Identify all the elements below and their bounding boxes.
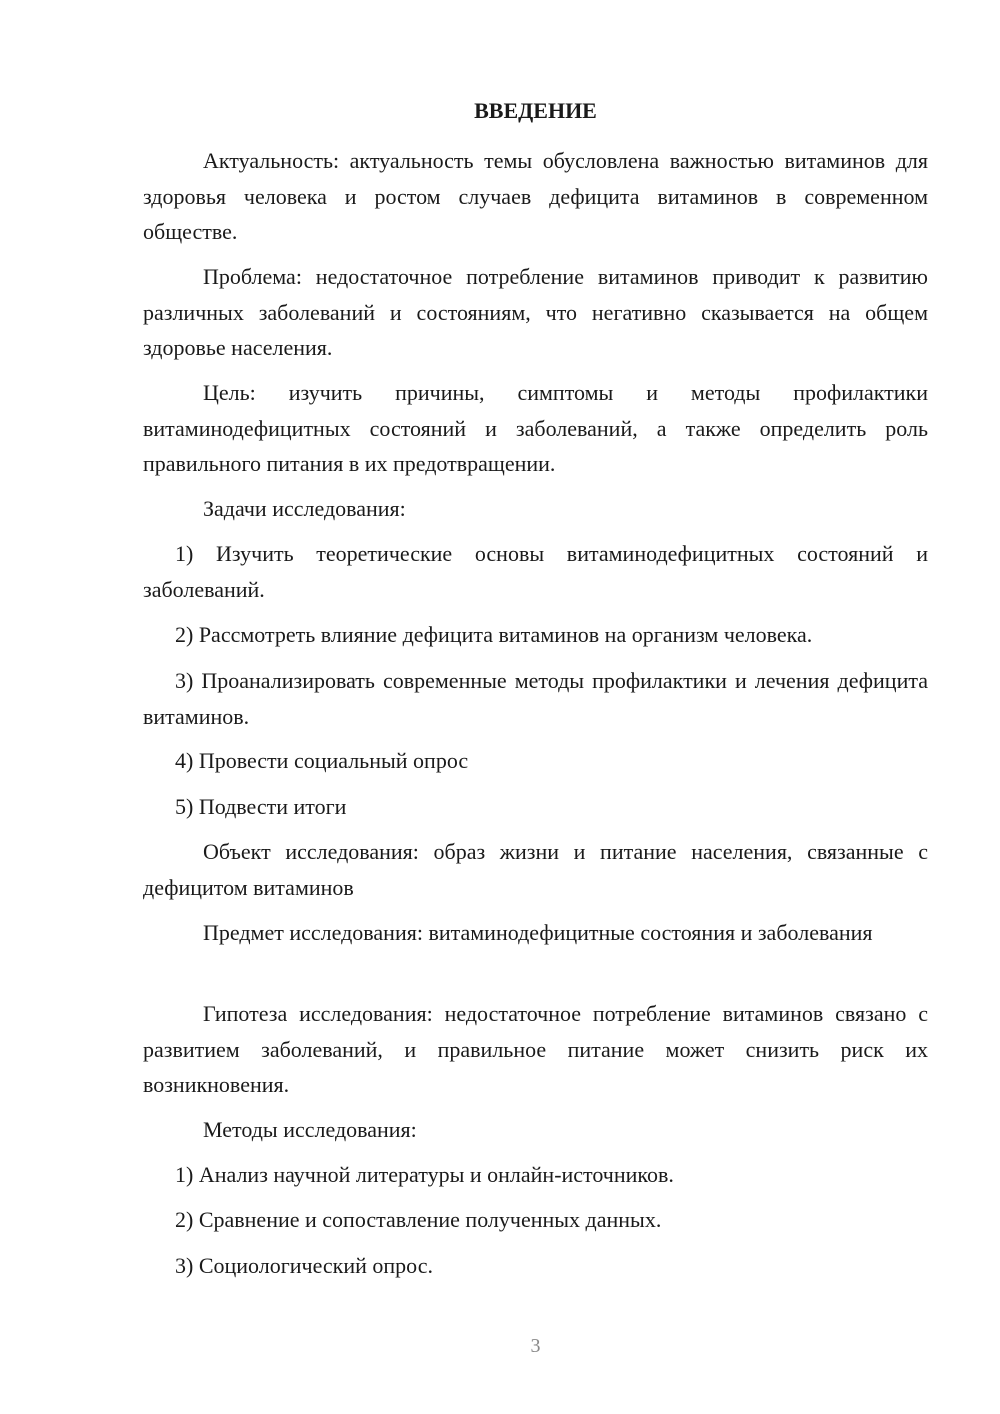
hypothesis-paragraph: Гипотеза исследования: недостаточное потребление витаминов связано с развитием заболеваний, и правильное питание может снизить риск их возникновения. <box>143 1001 928 1097</box>
method-item-1: 1) Анализ научной литературы и онлайн-источников. <box>175 1162 674 1187</box>
method-item-2: 2) Сравнение и сопоставление полученных данных. <box>175 1207 662 1232</box>
object-paragraph: Объект исследования: образ жизни и питание населения, связанные с дефицитом витаминов <box>143 839 928 900</box>
relevance-paragraph: Актуальность: актуальность темы обусловлена важностью витаминов для здоровья человека и ростом случаев дефицита витаминов в современном обществе. <box>143 148 928 244</box>
page-heading: ВВЕДЕНИЕ <box>474 98 597 123</box>
tasks-title: Задачи исследования: <box>203 496 406 521</box>
problem-paragraph: Проблема: недостаточное потребление витаминов приводит к развитию различных заболеваний и состояниям, что негативно сказывается на общем здоровье населения. <box>143 264 928 360</box>
subject-paragraph: Предмет исследования: витаминодефицитные состояния и заболевания <box>203 920 873 945</box>
task-item-4: 4) Провести социальный опрос <box>175 748 469 773</box>
task-item-2: 2) Рассмотреть влияние дефицита витаминов на организм человека. <box>175 622 813 647</box>
methods-title: Методы исследования: <box>203 1117 417 1142</box>
page-number: 3 <box>530 1335 541 1357</box>
task-item-1: 1) Изучить теоретические основы витаминодефицитных состояний и заболеваний. <box>143 541 928 602</box>
task-item-3: 3) Проанализировать современные методы профилактики и лечения дефицита витаминов. <box>143 668 928 729</box>
method-item-3: 3) Социологический опрос. <box>175 1253 433 1278</box>
task-item-5: 5) Подвести итоги <box>175 794 347 819</box>
goal-paragraph: Цель: изучить причины, симптомы и методы профилактики витаминодефицитных состояний и заболеваний, а также определить роль правильного питания в их предотвращении. <box>143 380 928 476</box>
